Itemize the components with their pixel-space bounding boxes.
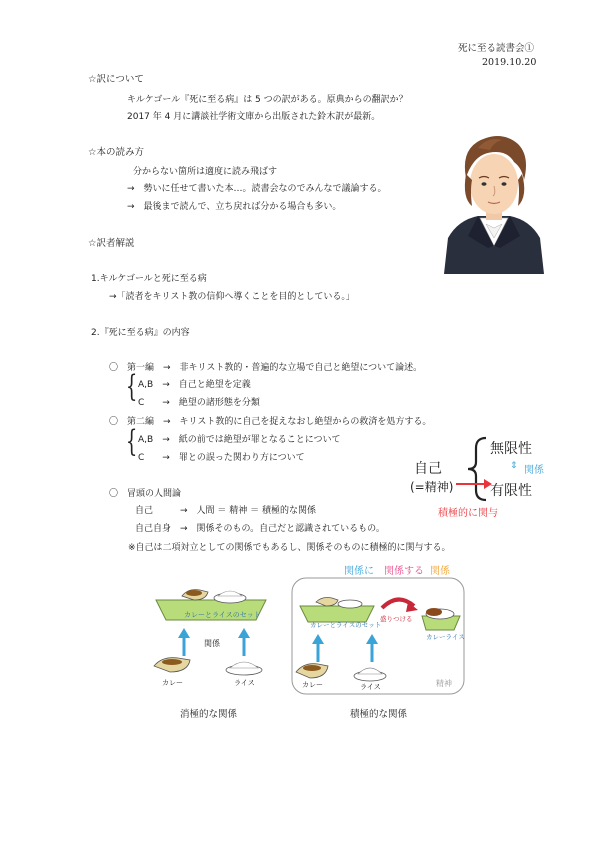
commentary-item2-title: 2.『死に至る病』の内容 — [91, 328, 190, 338]
updown-arrow-icon: ⇕ — [510, 461, 518, 471]
self-diagram — [408, 430, 558, 520]
illustration-positive — [290, 562, 466, 698]
left-rice-label: ライス — [234, 679, 255, 687]
reading-line-1: 分からない箇所は適度に読み飛ばす — [133, 167, 278, 177]
self-label: 自己 — [414, 461, 442, 477]
translation-line-2: 2017 年 4 月に講談社学術文庫から出版された鈴木訳が最新。 — [127, 112, 381, 122]
red-arrow-icon — [454, 478, 494, 490]
part1-brace: { — [125, 369, 138, 404]
part1-sub-1: A,B → 自己と絶望を定義 — [138, 380, 251, 390]
spirit-label: (=精神) — [410, 480, 454, 494]
right-result-label: カレーライス — [426, 633, 465, 641]
heading-reading: ☆本の読み方 — [88, 147, 145, 158]
translation-line-1: キルケゴール『死に至る病』は 5 つの訳がある。原典からの翻訳か？ — [127, 95, 408, 105]
reading-line-2: → 勢いに任せて書いた本…。読書会なのでみんなで議論する。 — [127, 184, 387, 194]
document-title: 死に至る読書会① — [458, 43, 535, 54]
right-header-b: 関係する — [384, 566, 424, 577]
left-relation-label: 関係 — [204, 639, 220, 648]
part2-brace: { — [125, 424, 138, 459]
left-set-label: カレーとライスのセット — [184, 611, 261, 619]
caption-positive: 積極的な関係 — [350, 709, 408, 720]
diagram-brace-icon — [466, 436, 488, 502]
right-header-c: 関係 — [430, 566, 450, 577]
relation-label: 関係 — [524, 465, 544, 476]
left-curry-label: カレー — [162, 679, 183, 687]
document-date: 2019.10.20 — [482, 57, 537, 68]
right-curry-label: カレー — [302, 681, 323, 689]
commentary-item1-title: 1.キルケゴールと死に至る病 — [91, 274, 207, 284]
kierkegaard-portrait — [438, 128, 550, 274]
caption-negative: 消極的な関係 — [180, 709, 238, 720]
part1-sub-2: C → 絶望の諸形態を分類 — [138, 398, 260, 408]
commentary-item1-line: →「読者をキリスト教の信仰へ導くことを目的としている。」 — [109, 292, 355, 302]
right-spirit-label: 精神 — [436, 679, 452, 688]
part3-line-1: 自己 → 人間 ＝ 精神 ＝ 積極的な関係 — [135, 506, 316, 516]
part2-sub-2: C → 罪との誤った関わり方について — [138, 453, 305, 463]
part3-note: ※自己は二項対立としての関係でもあるし、関係そのものに積極的に関与する。 — [128, 543, 451, 553]
part3-line: 〇 冒頭の人間論 — [109, 489, 182, 499]
heading-translation: ☆訳について — [88, 74, 144, 85]
right-set-label: カレーとライスのセット — [310, 621, 382, 629]
finite-label: 有限性 — [490, 483, 532, 499]
right-header-a: 関係に — [344, 566, 374, 577]
right-rice-label: ライス — [360, 683, 381, 691]
part3-line-2: 自己自身 → 関係そのもの。自己だと認識されているもの。 — [135, 524, 385, 534]
part2-line: 〇 第二編 → キリスト教的に自己を捉えなおし絶望からの救済を処方する。 — [109, 417, 432, 427]
part1-line: 〇 第一編 → 非キリスト教的・普遍的な立場で自己と絶望について論述。 — [109, 363, 423, 373]
infinite-label: 無限性 — [490, 441, 532, 457]
reading-line-3: → 最後まで読んで、立ち戻れば分かる場合も多い。 — [127, 202, 342, 212]
involvement-label: 積極的に関与 — [438, 508, 498, 519]
right-action-label: 盛りつける — [380, 615, 413, 623]
heading-commentary: ☆訳者解説 — [88, 238, 135, 249]
illustration-negative — [148, 576, 278, 696]
part2-sub-1: A,B → 紙の前では絶望が罪となることについて — [138, 435, 341, 445]
